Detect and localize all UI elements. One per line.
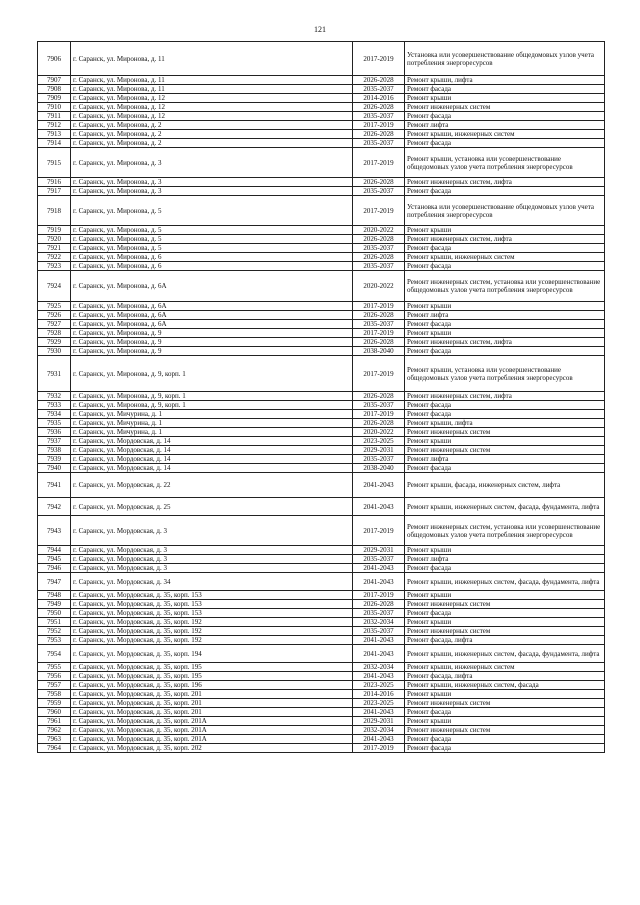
table-row (38, 302, 605, 311)
table-row (38, 42, 605, 76)
table-row (38, 573, 605, 591)
row-number: 7955 (38, 663, 71, 672)
table-row (38, 419, 605, 428)
row-address: г. Саранск, ул. Мордовская, д. 35, корп. 153 (71, 600, 353, 609)
row-address: г. Саранск, ул. Мордовская, д. 35, корп. 196 (71, 681, 353, 690)
row-address: г. Саранск, ул. Мордовская, д. 35, корп. 194 (71, 645, 353, 663)
row-number: 7915 (38, 148, 71, 178)
row-work-type: Ремонт фасада (405, 735, 605, 744)
row-years: 2026-2028 (353, 130, 405, 139)
row-work-type: Ремонт фасада (405, 564, 605, 573)
row-work-type: Ремонт фасада (405, 320, 605, 329)
table-row (38, 76, 605, 85)
row-number: 7934 (38, 410, 71, 419)
row-work-type: Ремонт фасада, лифта (405, 672, 605, 681)
row-number: 7941 (38, 473, 71, 498)
row-years: 2035-2037 (353, 112, 405, 121)
row-number: 7956 (38, 672, 71, 681)
row-number: 7948 (38, 591, 71, 600)
row-years: 2029-2031 (353, 546, 405, 555)
table-row (38, 329, 605, 338)
row-years: 2029-2031 (353, 446, 405, 455)
row-number: 7930 (38, 347, 71, 356)
table-row (38, 609, 605, 618)
row-address: г. Саранск, ул. Мордовская, д. 22 (71, 473, 353, 498)
row-years: 2035-2037 (353, 85, 405, 94)
row-address: г. Саранск, ул. Миронова, д. 9, корп. 1 (71, 356, 353, 392)
row-years: 2017-2019 (353, 148, 405, 178)
row-years: 2035-2037 (353, 555, 405, 564)
row-years: 2020-2022 (353, 226, 405, 235)
row-work-type: Ремонт крыши, инженерных систем, фасада, фундамента, лифта (405, 573, 605, 591)
row-number: 7954 (38, 645, 71, 663)
row-number: 7964 (38, 744, 71, 753)
table-row (38, 347, 605, 356)
row-number: 7928 (38, 329, 71, 338)
row-address: г. Саранск, ул. Миронова, д. 2 (71, 121, 353, 130)
row-work-type: Ремонт фасада (405, 744, 605, 753)
row-number: 7909 (38, 94, 71, 103)
table-row (38, 663, 605, 672)
row-number: 7947 (38, 573, 71, 591)
table-row (38, 271, 605, 302)
row-years: 2014-2016 (353, 94, 405, 103)
row-work-type: Ремонт фасада (405, 112, 605, 121)
row-address: г. Саранск, ул. Мордовская, д. 3 (71, 546, 353, 555)
row-address: г. Саранск, ул. Мордовская, д. 35, корп. 153 (71, 591, 353, 600)
row-years: 2026-2028 (353, 311, 405, 320)
table-row (38, 699, 605, 708)
row-years: 2038-2040 (353, 347, 405, 356)
table-row (38, 356, 605, 392)
row-address: г. Саранск, ул. Мордовская, д. 14 (71, 446, 353, 455)
row-years: 2023-2025 (353, 681, 405, 690)
row-number: 7922 (38, 253, 71, 262)
table-row (38, 516, 605, 546)
table-row (38, 546, 605, 555)
row-work-type: Ремонт фасада (405, 187, 605, 196)
capital-repair-table (37, 41, 605, 753)
row-years: 2026-2028 (353, 178, 405, 187)
row-number: 7919 (38, 226, 71, 235)
row-address: г. Саранск, ул. Мордовская, д. 35, корп. 192 (71, 627, 353, 636)
row-years: 2017-2019 (353, 121, 405, 130)
row-years: 2017-2019 (353, 42, 405, 76)
table-row (38, 455, 605, 464)
row-years: 2041-2043 (353, 645, 405, 663)
row-years: 2020-2022 (353, 271, 405, 302)
row-address: г. Саранск, ул. Мордовская, д. 35, корп. 192 (71, 636, 353, 645)
table-row (38, 555, 605, 564)
row-number: 7953 (38, 636, 71, 645)
row-address: г. Саранск, ул. Миронова, д. 9, корп. 1 (71, 392, 353, 401)
table-row (38, 717, 605, 726)
row-address: г. Саранск, ул. Мордовская, д. 35, корп. 201А (71, 735, 353, 744)
row-years: 2035-2037 (353, 139, 405, 148)
row-work-type: Установка или усовершенствование общедомовых узлов учета потребления энергоресурсов (405, 196, 605, 226)
table-row (38, 226, 605, 235)
row-work-type: Ремонт фасада (405, 609, 605, 618)
row-years: 2017-2019 (353, 329, 405, 338)
row-address: г. Саранск, ул. Миронова, д. 11 (71, 76, 353, 85)
row-address: г. Саранск, ул. Мичурина, д. 1 (71, 419, 353, 428)
row-work-type: Ремонт крыши (405, 618, 605, 627)
row-address: г. Саранск, ул. Миронова, д. 6 (71, 262, 353, 271)
row-address: г. Саранск, ул. Миронова, д. 6 (71, 253, 353, 262)
row-years: 2035-2037 (353, 320, 405, 329)
row-years: 2032-2034 (353, 726, 405, 735)
row-work-type: Ремонт фасада (405, 262, 605, 271)
row-work-type: Ремонт крыши, инженерных систем (405, 253, 605, 262)
row-address: г. Саранск, ул. Миронова, д. 9 (71, 338, 353, 347)
row-work-type: Ремонт крыши (405, 94, 605, 103)
row-number: 7963 (38, 735, 71, 744)
row-work-type: Ремонт крыши, инженерных систем (405, 130, 605, 139)
page-number: 121 (314, 25, 326, 34)
row-number: 7917 (38, 187, 71, 196)
row-work-type: Ремонт крыши, фасада, инженерных систем, лифта (405, 473, 605, 498)
row-number: 7961 (38, 717, 71, 726)
row-number: 7910 (38, 103, 71, 112)
row-years: 2041-2043 (353, 672, 405, 681)
table-row (38, 139, 605, 148)
row-number: 7921 (38, 244, 71, 253)
row-work-type: Ремонт крыши (405, 546, 605, 555)
row-work-type: Ремонт лифта (405, 311, 605, 320)
table-row (38, 564, 605, 573)
row-address: г. Саранск, ул. Миронова, д. 5 (71, 244, 353, 253)
row-work-type: Ремонт инженерных систем (405, 428, 605, 437)
table-row (38, 187, 605, 196)
row-number: 7960 (38, 708, 71, 717)
row-address: г. Саранск, ул. Мордовская, д. 35, корп. 201 (71, 699, 353, 708)
row-address: г. Саранск, ул. Миронова, д. 6А (71, 311, 353, 320)
row-work-type: Ремонт крыши (405, 437, 605, 446)
row-number: 7962 (38, 726, 71, 735)
row-work-type: Ремонт крыши, инженерных систем, фасада (405, 681, 605, 690)
row-work-type: Ремонт крыши (405, 302, 605, 311)
row-number: 7943 (38, 516, 71, 546)
table-row (38, 253, 605, 262)
row-address: г. Саранск, ул. Мордовская, д. 25 (71, 498, 353, 516)
row-number: 7924 (38, 271, 71, 302)
row-work-type: Ремонт инженерных систем, лифта (405, 178, 605, 187)
row-work-type: Ремонт фасада (405, 410, 605, 419)
row-years: 2026-2028 (353, 76, 405, 85)
row-address: г. Саранск, ул. Мичурина, д. 1 (71, 410, 353, 419)
row-address: г. Саранск, ул. Мордовская, д. 35, корп. 201 (71, 708, 353, 717)
table-row (38, 103, 605, 112)
row-years: 2038-2040 (353, 464, 405, 473)
row-years: 2041-2043 (353, 564, 405, 573)
row-number: 7940 (38, 464, 71, 473)
row-address: г. Саранск, ул. Мордовская, д. 35, корп. 195 (71, 672, 353, 681)
row-number: 7908 (38, 85, 71, 94)
row-address: г. Саранск, ул. Миронова, д. 12 (71, 94, 353, 103)
row-years: 2017-2019 (353, 356, 405, 392)
row-number: 7936 (38, 428, 71, 437)
row-address: г. Саранск, ул. Миронова, д. 6А (71, 320, 353, 329)
row-number: 7911 (38, 112, 71, 121)
table-row (38, 401, 605, 410)
row-address: г. Саранск, ул. Мордовская, д. 14 (71, 464, 353, 473)
row-work-type: Ремонт инженерных систем, установка или усовершенствование общедомовых узлов учета потребления энергоресурсов (405, 516, 605, 546)
row-years: 2020-2022 (353, 428, 405, 437)
row-years: 2035-2037 (353, 455, 405, 464)
row-work-type: Ремонт крыши (405, 717, 605, 726)
row-work-type: Ремонт лифта (405, 121, 605, 130)
row-number: 7929 (38, 338, 71, 347)
table-row (38, 178, 605, 187)
row-work-type: Ремонт инженерных систем (405, 446, 605, 455)
row-years: 2017-2019 (353, 302, 405, 311)
row-number: 7925 (38, 302, 71, 311)
row-years: 2041-2043 (353, 735, 405, 744)
row-work-type: Ремонт крыши, инженерных систем (405, 663, 605, 672)
table-row (38, 338, 605, 347)
row-years: 2035-2037 (353, 627, 405, 636)
row-number: 7944 (38, 546, 71, 555)
row-number: 7912 (38, 121, 71, 130)
row-work-type: Ремонт фасада (405, 244, 605, 253)
row-number: 7923 (38, 262, 71, 271)
row-years: 2023-2025 (353, 699, 405, 708)
row-years: 2035-2037 (353, 609, 405, 618)
row-address: г. Саранск, ул. Миронова, д. 5 (71, 196, 353, 226)
row-number: 7927 (38, 320, 71, 329)
row-work-type: Ремонт крыши (405, 690, 605, 699)
row-number: 7907 (38, 76, 71, 85)
row-work-type: Ремонт инженерных систем (405, 103, 605, 112)
row-address: г. Саранск, ул. Мордовская, д. 14 (71, 437, 353, 446)
row-work-type: Ремонт лифта (405, 555, 605, 564)
table-row (38, 392, 605, 401)
row-years: 2035-2037 (353, 401, 405, 410)
row-number: 7932 (38, 392, 71, 401)
table-row (38, 410, 605, 419)
row-number: 7933 (38, 401, 71, 410)
row-years: 2032-2034 (353, 663, 405, 672)
row-number: 7945 (38, 555, 71, 564)
table-row (38, 645, 605, 663)
row-number: 7946 (38, 564, 71, 573)
row-address: г. Саранск, ул. Мордовская, д. 3 (71, 516, 353, 546)
row-address: г. Саранск, ул. Мордовская, д. 35, корп. 153 (71, 609, 353, 618)
table-row (38, 600, 605, 609)
row-number: 7914 (38, 139, 71, 148)
table-row (38, 437, 605, 446)
row-work-type: Ремонт крыши, установка или усовершенствование общедомовых узлов учета потребления энергоресурсов (405, 148, 605, 178)
row-years: 2026-2028 (353, 103, 405, 112)
row-address: г. Саранск, ул. Мордовская, д. 35, корп. 192 (71, 618, 353, 627)
row-work-type: Ремонт инженерных систем (405, 699, 605, 708)
row-work-type: Ремонт фасада (405, 464, 605, 473)
table-row (38, 690, 605, 699)
row-work-type: Ремонт крыши, инженерных систем, фасада, фундамента, лифта (405, 498, 605, 516)
row-number: 7950 (38, 609, 71, 618)
row-work-type: Ремонт фасада (405, 401, 605, 410)
row-years: 2041-2043 (353, 573, 405, 591)
row-address: г. Саранск, ул. Мордовская, д. 35, корп. 201А (71, 726, 353, 735)
row-years: 2026-2028 (353, 253, 405, 262)
table-row (38, 130, 605, 139)
row-work-type: Ремонт инженерных систем (405, 600, 605, 609)
row-address: г. Саранск, ул. Миронова, д. 9, корп. 1 (71, 401, 353, 410)
row-number: 7942 (38, 498, 71, 516)
table-row (38, 681, 605, 690)
row-years: 2041-2043 (353, 473, 405, 498)
row-address: г. Саранск, ул. Миронова, д. 3 (71, 187, 353, 196)
table-row (38, 726, 605, 735)
row-address: г. Саранск, ул. Мичурина, д. 1 (71, 428, 353, 437)
row-years: 2017-2019 (353, 744, 405, 753)
row-years: 2026-2028 (353, 235, 405, 244)
table-row (38, 744, 605, 753)
row-number: 7926 (38, 311, 71, 320)
table-row (38, 94, 605, 103)
row-number: 7913 (38, 130, 71, 139)
row-years: 2041-2043 (353, 636, 405, 645)
row-address: г. Саранск, ул. Мордовская, д. 35, корп. 202 (71, 744, 353, 753)
row-work-type: Ремонт крыши, лифта (405, 419, 605, 428)
row-years: 2014-2016 (353, 690, 405, 699)
row-work-type: Ремонт инженерных систем, лифта (405, 235, 605, 244)
table-row (38, 235, 605, 244)
row-years: 2041-2043 (353, 708, 405, 717)
table-row (38, 708, 605, 717)
row-address: г. Саранск, ул. Миронова, д. 12 (71, 103, 353, 112)
row-address: г. Саранск, ул. Мордовская, д. 35, корп. 201А (71, 717, 353, 726)
row-work-type: Ремонт фасада (405, 139, 605, 148)
table-row (38, 112, 605, 121)
row-number: 7939 (38, 455, 71, 464)
row-work-type: Ремонт крыши (405, 226, 605, 235)
table-row (38, 85, 605, 94)
row-work-type: Ремонт фасада, лифта (405, 636, 605, 645)
row-address: г. Саранск, ул. Миронова, д. 3 (71, 178, 353, 187)
row-number: 7916 (38, 178, 71, 187)
table-row (38, 672, 605, 681)
row-years: 2023-2025 (353, 437, 405, 446)
table-row (38, 262, 605, 271)
row-address: г. Саранск, ул. Миронова, д. 5 (71, 226, 353, 235)
row-work-type: Ремонт крыши, лифта (405, 76, 605, 85)
table-row (38, 618, 605, 627)
row-number: 7958 (38, 690, 71, 699)
row-address: г. Саранск, ул. Миронова, д. 6А (71, 302, 353, 311)
table-row (38, 428, 605, 437)
table-body (38, 42, 605, 753)
row-address: г. Саранск, ул. Миронова, д. 5 (71, 235, 353, 244)
row-years: 2029-2031 (353, 717, 405, 726)
row-work-type: Ремонт инженерных систем (405, 627, 605, 636)
row-years: 2026-2028 (353, 392, 405, 401)
table-row (38, 627, 605, 636)
row-address: г. Саранск, ул. Миронова, д. 9 (71, 329, 353, 338)
row-number: 7951 (38, 618, 71, 627)
row-address: г. Саранск, ул. Миронова, д. 2 (71, 139, 353, 148)
row-address: г. Саранск, ул. Миронова, д. 6А (71, 271, 353, 302)
row-work-type: Ремонт фасада (405, 347, 605, 356)
row-years: 2026-2028 (353, 419, 405, 428)
row-number: 7937 (38, 437, 71, 446)
row-work-type: Ремонт инженерных систем, установка или усовершенствование общедомовых узлов учета потребления энергоресурсов (405, 271, 605, 302)
row-address: г. Саранск, ул. Мордовская, д. 35, корп. 195 (71, 663, 353, 672)
row-address: г. Саранск, ул. Миронова, д. 11 (71, 42, 353, 76)
row-number: 7931 (38, 356, 71, 392)
row-address: г. Саранск, ул. Миронова, д. 2 (71, 130, 353, 139)
table-row (38, 148, 605, 178)
row-years: 2017-2019 (353, 410, 405, 419)
table-row (38, 446, 605, 455)
row-work-type: Ремонт крыши (405, 591, 605, 600)
row-years: 2035-2037 (353, 244, 405, 253)
table-row (38, 311, 605, 320)
row-address: г. Саранск, ул. Мордовская, д. 3 (71, 564, 353, 573)
row-years: 2017-2019 (353, 591, 405, 600)
row-number: 7918 (38, 196, 71, 226)
row-number: 7949 (38, 600, 71, 609)
row-work-type: Ремонт лифта (405, 455, 605, 464)
row-number: 7959 (38, 699, 71, 708)
table-row (38, 498, 605, 516)
row-years: 2026-2028 (353, 600, 405, 609)
row-years: 2017-2019 (353, 196, 405, 226)
row-address: г. Саранск, ул. Мордовская, д. 35, корп. 201 (71, 690, 353, 699)
table-row (38, 473, 605, 498)
row-number: 7935 (38, 419, 71, 428)
row-years: 2026-2028 (353, 338, 405, 347)
row-work-type: Установка или усовершенствование общедомовых узлов учета потребления энергоресурсов (405, 42, 605, 76)
row-work-type: Ремонт инженерных систем, лифта (405, 338, 605, 347)
row-work-type: Ремонт инженерных систем, лифта (405, 392, 605, 401)
row-work-type: Ремонт фасада (405, 708, 605, 717)
table-row (38, 196, 605, 226)
table-row (38, 591, 605, 600)
table-row (38, 464, 605, 473)
row-address: г. Саранск, ул. Мордовская, д. 14 (71, 455, 353, 464)
table-row (38, 735, 605, 744)
row-address: г. Саранск, ул. Миронова, д. 9 (71, 347, 353, 356)
row-number: 7952 (38, 627, 71, 636)
row-address: г. Саранск, ул. Миронова, д. 12 (71, 112, 353, 121)
row-years: 2032-2034 (353, 618, 405, 627)
row-work-type: Ремонт крыши (405, 329, 605, 338)
row-years: 2041-2043 (353, 498, 405, 516)
table-row (38, 320, 605, 329)
table-row (38, 121, 605, 130)
row-work-type: Ремонт фасада (405, 85, 605, 94)
row-address: г. Саранск, ул. Мордовская, д. 34 (71, 573, 353, 591)
row-address: г. Саранск, ул. Мордовская, д. 3 (71, 555, 353, 564)
row-number: 7906 (38, 42, 71, 76)
row-address: г. Саранск, ул. Миронова, д. 11 (71, 85, 353, 94)
row-work-type: Ремонт инженерных систем (405, 726, 605, 735)
row-number: 7938 (38, 446, 71, 455)
row-years: 2035-2037 (353, 187, 405, 196)
row-years: 2017-2019 (353, 516, 405, 546)
row-work-type: Ремонт крыши, инженерных систем, фасада, фундамента, лифта (405, 645, 605, 663)
row-work-type: Ремонт крыши, установка или усовершенствование общедомовых узлов учета потребления энергоресурсов (405, 356, 605, 392)
table-row (38, 244, 605, 253)
row-address: г. Саранск, ул. Миронова, д. 3 (71, 148, 353, 178)
row-number: 7920 (38, 235, 71, 244)
row-number: 7957 (38, 681, 71, 690)
table-row (38, 636, 605, 645)
row-years: 2035-2037 (353, 262, 405, 271)
